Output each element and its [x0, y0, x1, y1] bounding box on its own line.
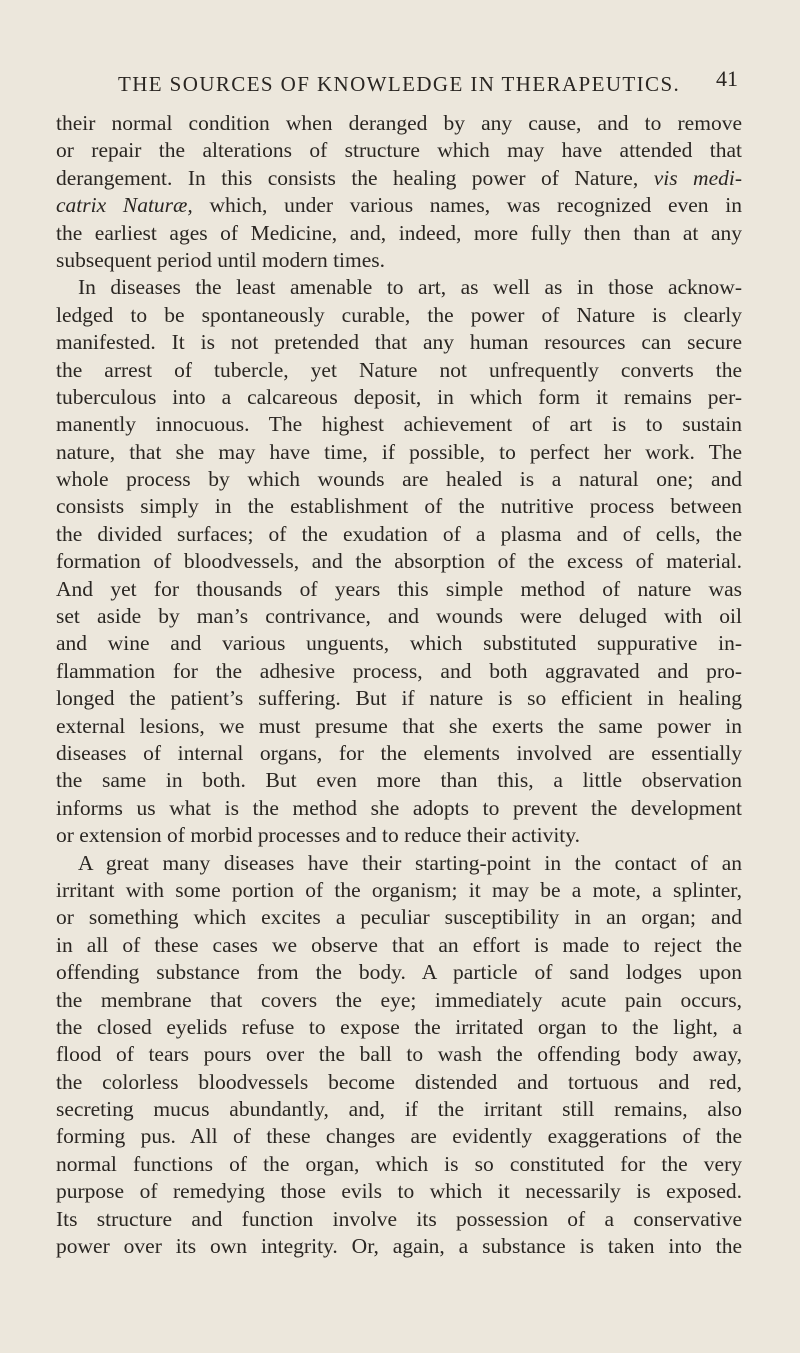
text-line: power over its own integrity. Or, again, a substance is taken into the [56, 1234, 742, 1259]
text-line: set aside by man’s contrivance, and wounds were deluged with oil [56, 604, 742, 629]
text-line: flammation for the adhesive process, and both aggravated and pro- [56, 658, 742, 683]
text-line: manifested. It is not pretended that any human resources can secure [56, 330, 742, 355]
text-segment: which, under various names, was recognized even in [192, 193, 743, 218]
paragraph-start: In diseases the least amenable to art, as well as in those acknow- [78, 275, 742, 300]
text-line: normal functions of the organ, which is so constituted for the very [56, 1151, 742, 1176]
text-line: and wine and various unguents, which substituted suppurative in- [56, 631, 742, 656]
latin-term: vis medi- [653, 165, 743, 190]
text-line: in all of these cases we observe that an effort is made to reject the [56, 932, 742, 957]
text-line: longed the patient’s suffering. But if nature is so efficient in healing [56, 686, 742, 711]
text-line: the divided surfaces; of the exudation of a plasma and of cells, the [56, 521, 742, 546]
text-line: forming pus. All of these changes are evidently exaggerations of the [56, 1124, 742, 1149]
text-line: Its structure and function involve its possession of a conservative [56, 1206, 742, 1231]
text-line: flood of tears pours over the ball to wash the offending body away, [56, 1042, 742, 1067]
text-line: offending substance from the body. A particle of sand lodges upon [56, 960, 742, 985]
text-line: or repair the alterations of structure which may have attended that [56, 138, 742, 163]
page-number: 41 [716, 66, 738, 91]
text-line: manently innocuous. The highest achievement of art is to sustain [56, 412, 742, 437]
text-line: subsequent period until modern times. [56, 247, 386, 272]
text-line: irritant with some portion of the organism; it may be a mote, a splinter, [56, 877, 742, 902]
text-segment: derangement. In this consists the healing power of Nature, [56, 165, 639, 190]
running-title: THE SOURCES OF KNOWLEDGE IN THERAPEUTICS. [118, 72, 681, 96]
text-line: formation of bloodvessels, and the absorption of the excess of material. [56, 549, 742, 574]
text-line: tuberculous into a calcareous deposit, in which form it remains per- [56, 384, 742, 409]
text-line [56, 165, 742, 192]
text-line: purpose of remedying those evils to which it necessarily is exposed. [56, 1179, 742, 1204]
text-line: consists simply in the establishment of the nutritive process between [56, 494, 742, 519]
text-line: informs us what is the method she adopts to prevent the development [56, 795, 742, 820]
text-line: or extension of morbid processes and to reduce their activity. [56, 823, 580, 848]
text-line: the earliest ages of Medicine, and, indeed, more fully then than at any [56, 220, 742, 245]
body-text [56, 110, 742, 1260]
text-line: secreting mucus abundantly, and, if the irritant still remains, also [56, 1097, 742, 1122]
running-head [118, 66, 738, 102]
text-line: And yet for thousands of years this simple method of nature was [56, 576, 742, 601]
paragraph-start: A great many diseases have their starting-point in the contact of an [78, 850, 742, 875]
text-line: diseases of internal organs, for the elements involved are essentially [56, 740, 742, 765]
text-line: the arrest of tubercle, yet Nature not unfrequently converts the [56, 357, 742, 382]
text-line: external lesions, we must presume that she exerts the same power in [56, 713, 742, 738]
text-line: or something which excites a peculiar susceptibility in an organ; and [56, 905, 742, 930]
text-line: the same in both. But even more than this, a little observation [56, 768, 742, 793]
text-line [56, 192, 742, 219]
text-line: ledged to be spontaneously curable, the power of Nature is clearly [56, 302, 742, 327]
text-line: the closed eyelids refuse to expose the irritated organ to the light, a [56, 1014, 742, 1039]
text-line: whole process by which wounds are healed is a natural one; and [56, 467, 742, 492]
text-line: the membrane that covers the eye; immediately acute pain occurs, [56, 987, 742, 1012]
text-line: nature, that she may have time, if possible, to perfect her work. The [56, 439, 742, 464]
text-line: the colorless bloodvessels become distended and tortuous and red, [56, 1069, 742, 1094]
latin-term: catrix Naturæ, [56, 193, 193, 218]
text-line: their normal condition when deranged by any cause, and to remove [56, 111, 742, 135]
